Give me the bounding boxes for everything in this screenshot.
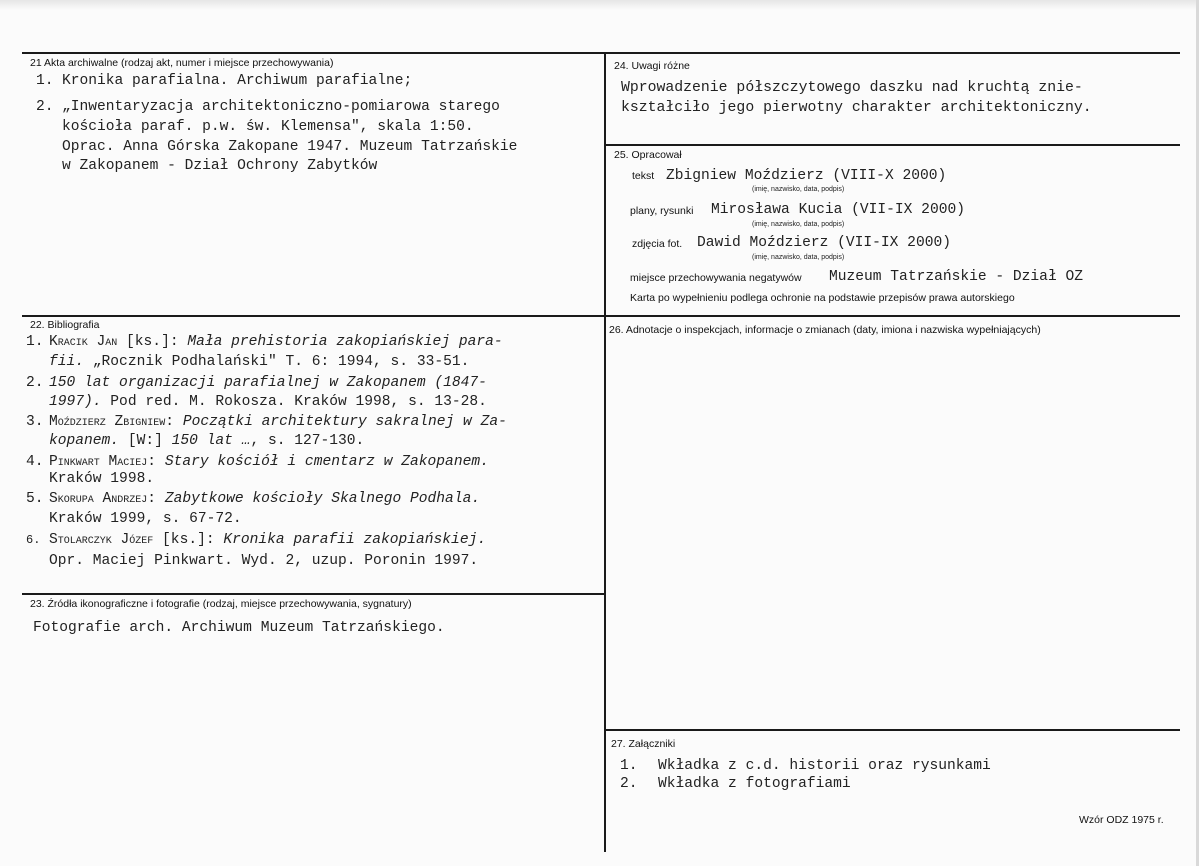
divider-24-25 bbox=[606, 144, 1180, 146]
s22-item2-num: 2. bbox=[26, 375, 44, 391]
s22-item3-author: Moździerz Zbigniew bbox=[49, 414, 166, 430]
s26-label: 26. Adnotacje o inspekcjach, informacje o zmianach (daty, imiona i nazwiska wypełniających) bbox=[609, 324, 1041, 336]
s27-label: 27. Załączniki bbox=[611, 738, 676, 750]
s22-item5-line2: Kraków 1999, s. 67-72. bbox=[49, 511, 242, 527]
s25-row1-sub: (imię, nazwisko, data, podpis) bbox=[752, 186, 845, 193]
s22-item4-line2: Kraków 1998. bbox=[49, 471, 155, 487]
s22-item1-line1: Kracik Jan [ks.]: Mała prehistoria zakopiańskiej para- bbox=[49, 334, 503, 350]
s25-row2-key: plany, rysunki bbox=[630, 205, 694, 217]
s22-item5-num: 5. bbox=[26, 491, 44, 507]
s25-row3-sub: (imię, nazwisko, data, podpis) bbox=[752, 254, 845, 261]
s21-item2-line4: w Zakopanem - Dział Ochrony Zabytków bbox=[62, 158, 378, 174]
s22-item2-line2: 1997). Pod red. M. Rokosza. Kraków 1998, s. 13-28. bbox=[49, 394, 487, 410]
s22-item4-line1: Pinkwart Maciej: Stary kościół i cmentarz w Zakopanem. bbox=[49, 454, 489, 470]
s22-item1-num: 1. bbox=[26, 334, 44, 350]
s22-item3-num: 3. bbox=[26, 414, 44, 430]
s25-note: Karta po wypełnieniu podlega ochronie na podstawie przepisów prawa autorskiego bbox=[630, 292, 1015, 304]
s22-item1-author: Kracik Jan bbox=[49, 334, 118, 350]
s22-item3-line2: kopanem. [W:] 150 lat …, s. 127-130. bbox=[49, 433, 365, 449]
s21-item1-num: 1. bbox=[36, 73, 54, 89]
s22-item6-line2: Opr. Maciej Pinkwart. Wyd. 2, uzup. Poronin 1997. bbox=[49, 553, 479, 569]
s25-row2-value: Mirosława Kucia (VII-IX 2000) bbox=[711, 202, 965, 218]
s23-text: Fotografie arch. Archiwum Muzeum Tatrzańskiego. bbox=[33, 620, 445, 636]
s27-item1-text: Wkładka z c.d. historii oraz rysunkami bbox=[658, 758, 991, 774]
s21-item2-line2: kościoła paraf. p.w. św. Klemensa", skala 1:50. bbox=[62, 119, 474, 135]
s22-item4-author: Pinkwart Maciej bbox=[49, 454, 148, 470]
s24-label: 24. Uwagi różne bbox=[614, 60, 690, 72]
s27-item1-num: 1. bbox=[620, 758, 638, 774]
s22-item6-num: 6. bbox=[26, 533, 41, 547]
s22-item5-author: Skorupa Andrzej bbox=[49, 491, 148, 507]
s21-item1-line1: Kronika parafialna. Archiwum parafialne; bbox=[62, 73, 413, 89]
s24-line2: kształciło jego pierwotny charakter architektoniczny. bbox=[621, 100, 1092, 116]
form-template-mark: Wzór ODZ 1975 r. bbox=[1079, 814, 1164, 826]
s21-label: 21 Akta archiwalne (rodzaj akt, numer i miejsce przechowywania) bbox=[30, 57, 334, 69]
s22-item6-author: Stolarczyk Józef bbox=[49, 532, 154, 548]
s22-item2-line1: 150 lat organizacji parafialnej w Zakopanem (1847- bbox=[49, 375, 487, 391]
s25-neg-key: miejsce przechowywania negatywów bbox=[630, 272, 802, 284]
s23-label: 23. Źródła ikonograficzne i fotografie (rodzaj, miejsce przechowywania, sygnatury) bbox=[30, 598, 412, 610]
s25-row2-sub: (imię, nazwisko, data, podpis) bbox=[752, 221, 845, 228]
s22-item4-num: 4. bbox=[26, 454, 44, 470]
top-border bbox=[22, 52, 1180, 54]
s22-label: 22. Bibliografia bbox=[30, 319, 100, 331]
s25-neg-value: Muzeum Tatrzańskie - Dział OZ bbox=[829, 269, 1083, 285]
s22-item1-line2: fii. „Rocznik Podhalański" T. 6: 1994, s. 33-51. bbox=[49, 354, 470, 370]
center-divider bbox=[604, 52, 606, 852]
s24-line1: Wprowadzenie półszczytowego daszku nad kruchtą znie- bbox=[621, 80, 1083, 96]
s25-row3-key: zdjęcia fot. bbox=[632, 238, 683, 250]
s27-item2-num: 2. bbox=[620, 776, 638, 792]
divider-22-23 bbox=[22, 593, 604, 595]
s25-label: 25. Opracował bbox=[614, 149, 682, 161]
s21-item2-num: 2. bbox=[36, 99, 54, 115]
s27-item2-text: Wkładka z fotografiami bbox=[658, 776, 851, 792]
s21-item2-line1: „Inwentaryzacja architektoniczno-pomiarowa starego bbox=[62, 99, 500, 115]
s22-item6-line1: Stolarczyk Józef [ks.]: Kronika parafii zakopiańskiej. bbox=[49, 532, 487, 548]
s22-item5-line1: Skorupa Andrzej: Zabytkowe kościoły Skalnego Podhala. bbox=[49, 491, 481, 507]
s25-row1-value: Zbigniew Moździerz (VIII-X 2000) bbox=[666, 168, 947, 184]
s25-row1-key: tekst bbox=[632, 170, 655, 182]
s25-row3-value: Dawid Moździerz (VII-IX 2000) bbox=[697, 235, 951, 251]
divider-row2 bbox=[22, 315, 1180, 317]
s21-item2-line3: Oprac. Anna Górska Zakopane 1947. Muzeum Tatrzańskie bbox=[62, 139, 518, 155]
scan-top-shadow bbox=[0, 0, 1199, 10]
s22-item3-line1: Moździerz Zbigniew: Początki architektury sakralnej w Za- bbox=[49, 414, 507, 430]
divider-26-27 bbox=[606, 729, 1180, 731]
